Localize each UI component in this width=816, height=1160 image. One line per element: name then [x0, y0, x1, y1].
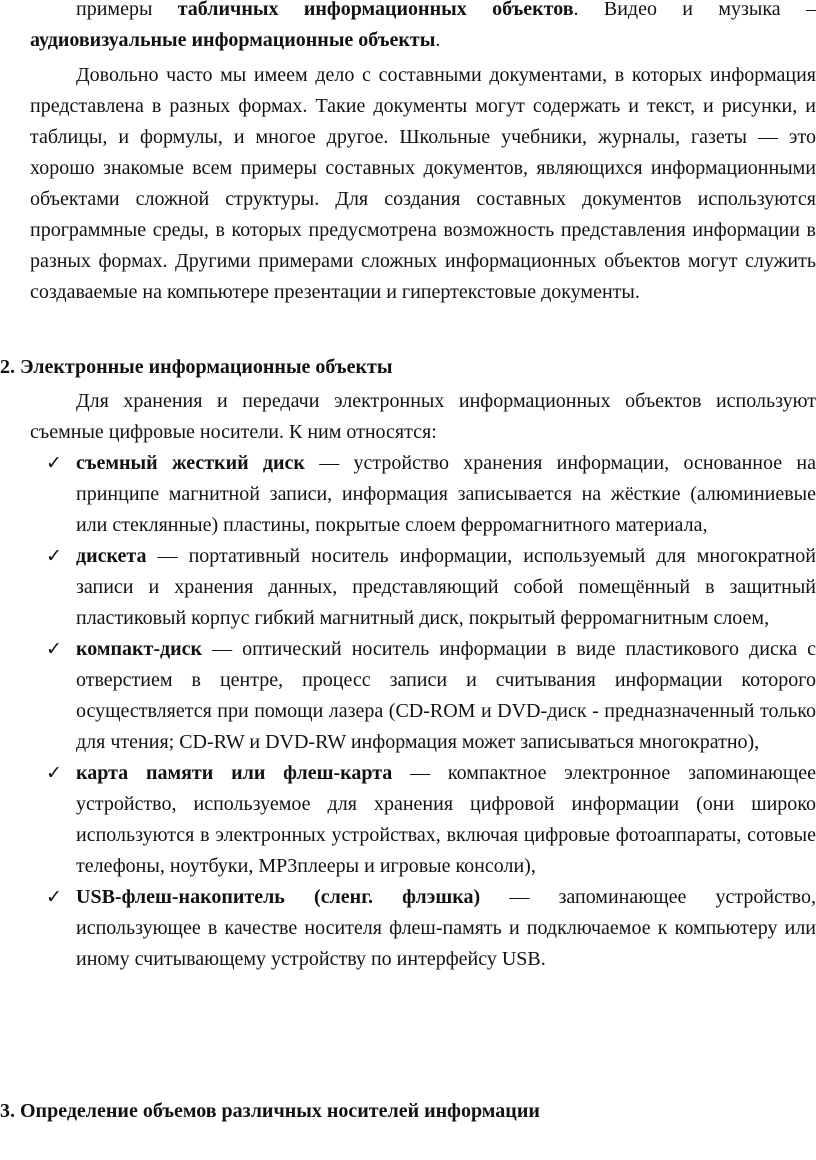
- para0-bold-audiovisual: аудиовизуальные информационные объекты: [30, 29, 436, 51]
- list-item: [30, 882, 816, 975]
- list-item-text: — оптический носитель информации в виде пластикового диска с отверстием в центре, процесс записи и считывания информации которого осуществляется при помощи лазера (CD-ROM и DVD-диск - предназначенный только для чтения; CD-RW и DVD-RW информация может записываться многократно),: [76, 638, 816, 753]
- intro-paragraph-tail: [30, 0, 816, 56]
- storage-media-list: [30, 448, 816, 975]
- checkmark-icon: ✓: [46, 452, 62, 474]
- list-item-term: USB-флеш-накопитель (сленг. флэшка): [76, 886, 481, 908]
- para0-text3: .: [435, 29, 441, 51]
- list-item-term: дискета: [76, 545, 147, 567]
- composite-documents-paragraph: Довольно часто мы имеем дело с составными документами, в которых информация представлена в разных формах. Такие документы могут содержать и текст, и рисунки, и таблицы, и формулы, и многое другое. Школьные учебники, журналы, газеты — это хорошо знакомые всем примеры составных документов, являющихся информационными объектами сложной структуры. Для создания составных документов используются программные среды, в которых предусмотрена возможность представления информации в разных формах. Другими примерами сложных информационных объектов могут служить создаваемые на компьютере презентации и гипертекстовые документы.: [30, 64, 816, 303]
- list-item: [30, 448, 816, 541]
- list-item-term: компакт-диск: [76, 638, 203, 660]
- list-item: [30, 758, 816, 882]
- section-3-heading: 3. Определение объемов различных носителей информации: [0, 1100, 540, 1122]
- checkmark-icon: ✓: [46, 762, 62, 784]
- checkmark-icon: ✓: [46, 545, 62, 567]
- para0-bold-tabular: табличных информационных объектов: [177, 0, 574, 20]
- list-item-text: — запоминающее устройство, использующее в качестве носителя флеш-память и подключаемое к компьютеру или иному считывающему устройству по интерфейсу USB.: [76, 886, 816, 970]
- list-item-text: — компактное электронное запоминающее устройство, используемое для хранения цифровой информации (они широко используются в электронных устройствах, включая цифровые фотоаппараты, сотовые телефоны, ноутбуки, MP3плееры и игровые консоли),: [76, 762, 816, 877]
- list-item: [30, 541, 816, 634]
- section-2-heading: 2. Электронные информационные объекты: [0, 356, 393, 378]
- para0-text1: примеры: [76, 0, 178, 20]
- section-2-intro: Для хранения и передачи электронных информационных объектов используют съемные цифровые носители. К ним относятся:: [30, 390, 816, 443]
- checkmark-icon: ✓: [46, 638, 62, 660]
- list-item: [30, 634, 816, 758]
- list-item-text: — устройство хранения информации, основанное на принципе магнитной записи, информация записывается на жёсткие (алюминиевые или стеклянные) пластины, покрытые слоем ферромагнитного материала,: [76, 452, 816, 536]
- list-item-term: карта памяти или флеш-карта: [76, 762, 393, 784]
- list-item-term: съемный жесткий диск: [76, 452, 305, 474]
- para0-text2: . Видео и музыка –: [573, 0, 816, 20]
- checkmark-icon: ✓: [46, 886, 62, 908]
- list-item-text: — портативный носитель информации, используемый для многократной записи и хранения данных, представляющий собой помещённый в защитный пластиковый корпус гибкий магнитный диск, покрытый ферромагнитным слоем,: [76, 545, 816, 629]
